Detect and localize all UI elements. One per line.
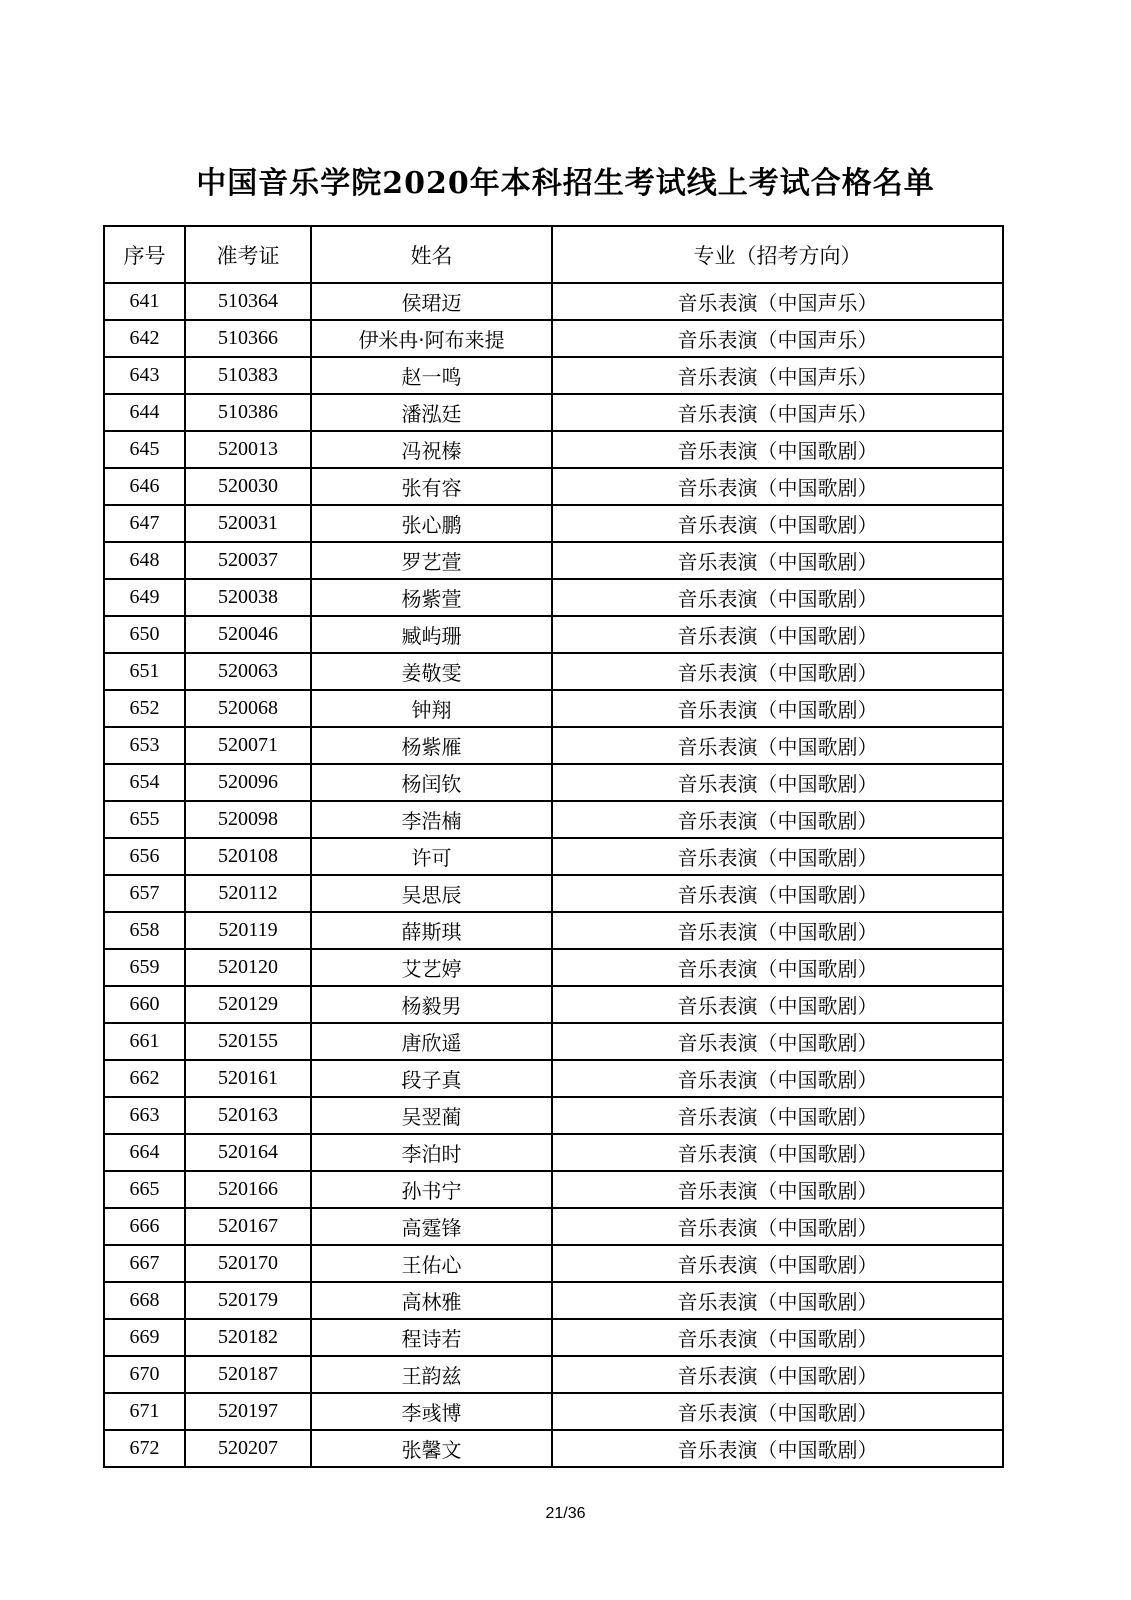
cell-name: 侯珺迈 <box>311 283 552 320</box>
cell-name: 许可 <box>311 838 552 875</box>
cell-exam-id: 520096 <box>185 764 311 801</box>
cell-index: 663 <box>104 1097 185 1134</box>
cell-exam-id: 510383 <box>185 357 311 394</box>
cell-name: 张有容 <box>311 468 552 505</box>
cell-exam-id: 520063 <box>185 653 311 690</box>
cell-name: 冯祝榛 <box>311 431 552 468</box>
cell-major: 音乐表演（中国声乐） <box>552 394 1003 431</box>
cell-index: 669 <box>104 1319 185 1356</box>
cell-index: 646 <box>104 468 185 505</box>
cell-name: 王韵兹 <box>311 1356 552 1393</box>
cell-name: 张馨文 <box>311 1430 552 1467</box>
cell-index: 650 <box>104 616 185 653</box>
table-row <box>104 1282 1003 1319</box>
table-row <box>104 320 1003 357</box>
table-row <box>104 838 1003 875</box>
cell-name: 杨紫雁 <box>311 727 552 764</box>
cell-exam-id: 520031 <box>185 505 311 542</box>
cell-name: 李彧博 <box>311 1393 552 1430</box>
cell-name: 吴翌蔺 <box>311 1097 552 1134</box>
cell-index: 667 <box>104 1245 185 1282</box>
cell-exam-id: 520013 <box>185 431 311 468</box>
cell-major: 音乐表演（中国歌剧） <box>552 875 1003 912</box>
cell-index: 658 <box>104 912 185 949</box>
cell-major: 音乐表演（中国歌剧） <box>552 986 1003 1023</box>
cell-name: 杨紫萱 <box>311 579 552 616</box>
cell-major: 音乐表演（中国歌剧） <box>552 1356 1003 1393</box>
cell-index: 642 <box>104 320 185 357</box>
cell-name: 李浩楠 <box>311 801 552 838</box>
table-row <box>104 653 1003 690</box>
cell-exam-id: 520030 <box>185 468 311 505</box>
cell-exam-id: 520120 <box>185 949 311 986</box>
cell-name: 程诗若 <box>311 1319 552 1356</box>
cell-exam-id: 520187 <box>185 1356 311 1393</box>
table-row <box>104 912 1003 949</box>
table-row <box>104 1097 1003 1134</box>
cell-major: 音乐表演（中国歌剧） <box>552 431 1003 468</box>
cell-major: 音乐表演（中国歌剧） <box>552 653 1003 690</box>
cell-name: 高霆锋 <box>311 1208 552 1245</box>
table-row <box>104 1171 1003 1208</box>
cell-major: 音乐表演（中国歌剧） <box>552 1319 1003 1356</box>
cell-index: 641 <box>104 283 185 320</box>
cell-major: 音乐表演（中国歌剧） <box>552 1393 1003 1430</box>
cell-name: 臧屿珊 <box>311 616 552 653</box>
cell-index: 665 <box>104 1171 185 1208</box>
cell-major: 音乐表演（中国歌剧） <box>552 1134 1003 1171</box>
cell-name: 吴思辰 <box>311 875 552 912</box>
cell-exam-id: 520161 <box>185 1060 311 1097</box>
cell-major: 音乐表演（中国声乐） <box>552 320 1003 357</box>
cell-index: 654 <box>104 764 185 801</box>
cell-major: 音乐表演（中国歌剧） <box>552 1208 1003 1245</box>
table-row <box>104 1060 1003 1097</box>
cell-major: 音乐表演（中国歌剧） <box>552 1060 1003 1097</box>
cell-index: 664 <box>104 1134 185 1171</box>
cell-name: 赵一鸣 <box>311 357 552 394</box>
cell-major: 音乐表演（中国歌剧） <box>552 801 1003 838</box>
cell-index: 644 <box>104 394 185 431</box>
cell-major: 音乐表演（中国歌剧） <box>552 1097 1003 1134</box>
cell-major: 音乐表演（中国歌剧） <box>552 1282 1003 1319</box>
cell-index: 647 <box>104 505 185 542</box>
cell-major: 音乐表演（中国歌剧） <box>552 505 1003 542</box>
table-row <box>104 283 1003 320</box>
cell-major: 音乐表演（中国歌剧） <box>552 616 1003 653</box>
cell-index: 648 <box>104 542 185 579</box>
cell-major: 音乐表演（中国歌剧） <box>552 1171 1003 1208</box>
cell-index: 671 <box>104 1393 185 1430</box>
cell-major: 音乐表演（中国歌剧） <box>552 727 1003 764</box>
table-row <box>104 1430 1003 1467</box>
cell-index: 661 <box>104 1023 185 1060</box>
table-row <box>104 727 1003 764</box>
table-row <box>104 690 1003 727</box>
cell-exam-id: 520129 <box>185 986 311 1023</box>
cell-exam-id: 520108 <box>185 838 311 875</box>
cell-name: 钟翔 <box>311 690 552 727</box>
cell-exam-id: 520179 <box>185 1282 311 1319</box>
table-row <box>104 357 1003 394</box>
cell-exam-id: 520170 <box>185 1245 311 1282</box>
cell-name: 伊米冉·阿布来提 <box>311 320 552 357</box>
table-row <box>104 468 1003 505</box>
cell-index: 651 <box>104 653 185 690</box>
cell-major: 音乐表演（中国歌剧） <box>552 949 1003 986</box>
cell-exam-id: 520163 <box>185 1097 311 1134</box>
table-row <box>104 1023 1003 1060</box>
cell-major: 音乐表演（中国歌剧） <box>552 579 1003 616</box>
cell-index: 668 <box>104 1282 185 1319</box>
cell-index: 659 <box>104 949 185 986</box>
table-row <box>104 986 1003 1023</box>
table-row <box>104 1356 1003 1393</box>
table-row <box>104 1393 1003 1430</box>
header-index: 序号 <box>104 226 185 283</box>
cell-exam-id: 520112 <box>185 875 311 912</box>
cell-index: 652 <box>104 690 185 727</box>
cell-major: 音乐表演（中国歌剧） <box>552 542 1003 579</box>
table-row <box>104 616 1003 653</box>
cell-index: 662 <box>104 1060 185 1097</box>
cell-name: 段子真 <box>311 1060 552 1097</box>
cell-name: 王佑心 <box>311 1245 552 1282</box>
page-title: 中国音乐学院2020年本科招生考试线上考试合格名单 <box>196 166 935 201</box>
cell-name: 高林雅 <box>311 1282 552 1319</box>
cell-exam-id: 520166 <box>185 1171 311 1208</box>
table-row <box>104 764 1003 801</box>
header-name: 姓名 <box>311 226 552 283</box>
cell-index: 660 <box>104 986 185 1023</box>
cell-exam-id: 520037 <box>185 542 311 579</box>
table-row <box>104 949 1003 986</box>
cell-index: 657 <box>104 875 185 912</box>
cell-exam-id: 520119 <box>185 912 311 949</box>
page-number: 21/36 <box>545 1505 586 1522</box>
cell-index: 645 <box>104 431 185 468</box>
cell-name: 杨毅男 <box>311 986 552 1023</box>
cell-index: 655 <box>104 801 185 838</box>
cell-name: 孙书宁 <box>311 1171 552 1208</box>
cell-exam-id: 510366 <box>185 320 311 357</box>
cell-major: 音乐表演（中国歌剧） <box>552 764 1003 801</box>
admission-table <box>103 225 1004 1468</box>
table-row <box>104 1208 1003 1245</box>
cell-index: 653 <box>104 727 185 764</box>
cell-name: 杨闰钦 <box>311 764 552 801</box>
cell-major: 音乐表演（中国歌剧） <box>552 1430 1003 1467</box>
table-row <box>104 1319 1003 1356</box>
cell-exam-id: 520197 <box>185 1393 311 1430</box>
table-row <box>104 1134 1003 1171</box>
cell-major: 音乐表演（中国歌剧） <box>552 468 1003 505</box>
cell-name: 艾艺婷 <box>311 949 552 986</box>
table-row <box>104 394 1003 431</box>
cell-name: 唐欣遥 <box>311 1023 552 1060</box>
cell-name: 姜敬雯 <box>311 653 552 690</box>
cell-exam-id: 520046 <box>185 616 311 653</box>
cell-major: 音乐表演（中国歌剧） <box>552 838 1003 875</box>
cell-major: 音乐表演（中国声乐） <box>552 283 1003 320</box>
cell-index: 672 <box>104 1430 185 1467</box>
cell-index: 666 <box>104 1208 185 1245</box>
cell-major: 音乐表演（中国歌剧） <box>552 1023 1003 1060</box>
cell-name: 李泊时 <box>311 1134 552 1171</box>
table-row <box>104 505 1003 542</box>
cell-index: 643 <box>104 357 185 394</box>
cell-exam-id: 520155 <box>185 1023 311 1060</box>
cell-exam-id: 510364 <box>185 283 311 320</box>
cell-exam-id: 520071 <box>185 727 311 764</box>
cell-index: 670 <box>104 1356 185 1393</box>
table-row <box>104 542 1003 579</box>
cell-exam-id: 520182 <box>185 1319 311 1356</box>
cell-name: 潘泓廷 <box>311 394 552 431</box>
cell-exam-id: 520164 <box>185 1134 311 1171</box>
header-major: 专业（招考方向） <box>552 226 1003 283</box>
cell-major: 音乐表演（中国歌剧） <box>552 1245 1003 1282</box>
cell-major: 音乐表演（中国歌剧） <box>552 690 1003 727</box>
cell-exam-id: 520098 <box>185 801 311 838</box>
header-exam-id: 准考证 <box>185 226 311 283</box>
cell-name: 薛斯琪 <box>311 912 552 949</box>
table-row <box>104 801 1003 838</box>
table-row <box>104 431 1003 468</box>
cell-exam-id: 520207 <box>185 1430 311 1467</box>
cell-index: 656 <box>104 838 185 875</box>
cell-major: 音乐表演（中国声乐） <box>552 357 1003 394</box>
table-row <box>104 579 1003 616</box>
table-row <box>104 875 1003 912</box>
cell-major: 音乐表演（中国歌剧） <box>552 912 1003 949</box>
table-row <box>104 1245 1003 1282</box>
cell-exam-id: 520068 <box>185 690 311 727</box>
table-body <box>104 283 1003 1467</box>
cell-exam-id: 520167 <box>185 1208 311 1245</box>
cell-exam-id: 520038 <box>185 579 311 616</box>
cell-name: 张心鹏 <box>311 505 552 542</box>
cell-index: 649 <box>104 579 185 616</box>
cell-exam-id: 510386 <box>185 394 311 431</box>
table-header-row <box>104 226 1003 283</box>
cell-name: 罗艺萱 <box>311 542 552 579</box>
